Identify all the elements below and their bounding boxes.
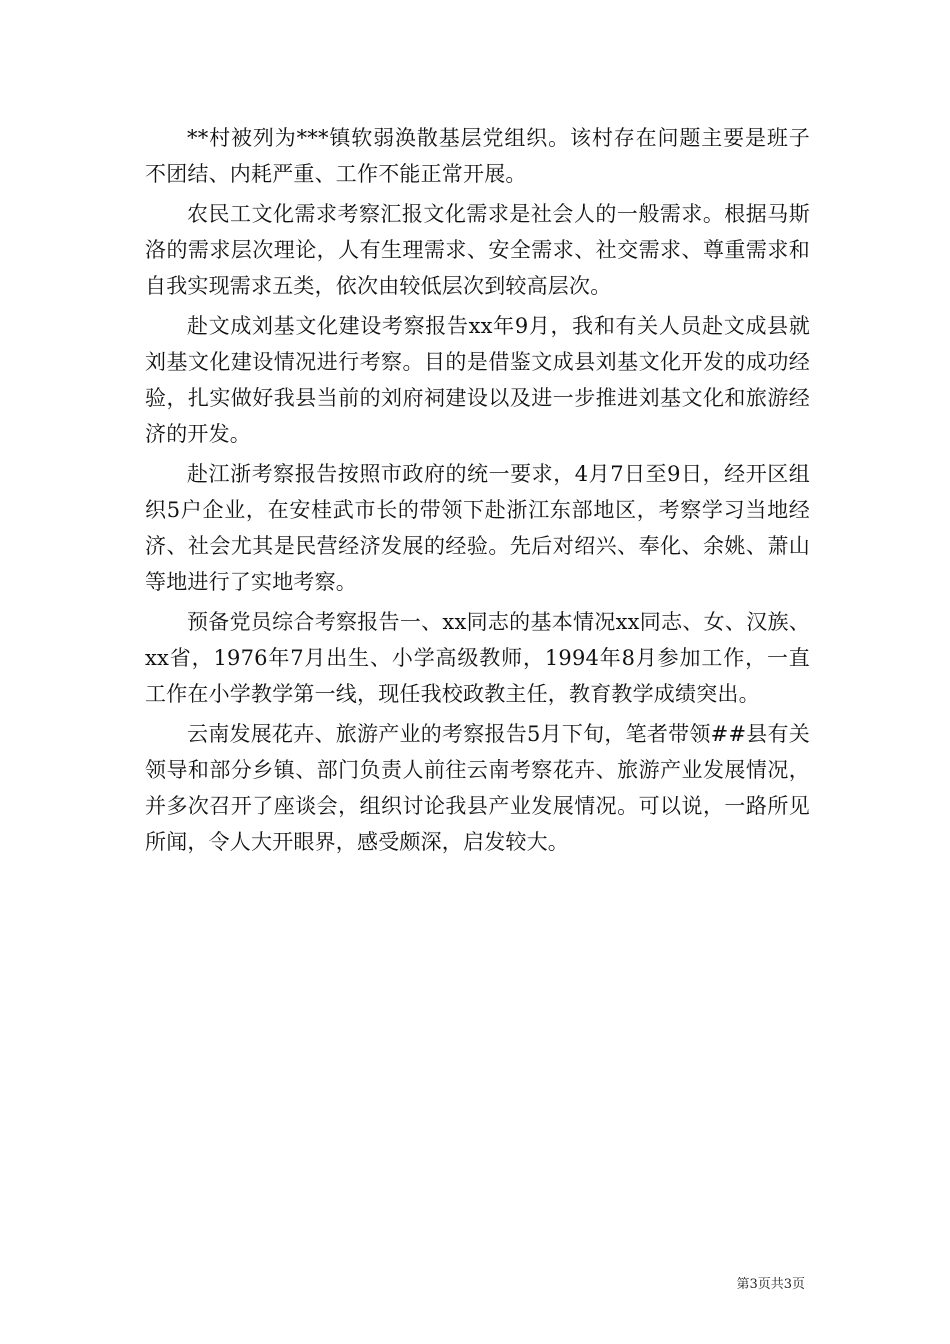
paragraph-4: 赴江浙考察报告按照市政府的统一要求，4月7日至9日，经开区组织5户企业，在安桂武市长的带领下赴浙江东部地区，考察学习当地经济、社会尤其是民营经济发展的经验。先后对绍兴、奉化、余姚、萧山等地进行了实地考察。 <box>145 462 810 594</box>
paragraph-1: **村被列为***镇软弱涣散基层党组织。该村存在问题主要是班子不团结、内耗严重、工作不能正常开展。 <box>145 126 810 186</box>
paragraph-2: 农民工文化需求考察汇报文化需求是社会人的一般需求。根据马斯洛的需求层次理论，人有生理需求、安全需求、社交需求、尊重需求和自我实现需求五类，依次由较低层次到较高层次。 <box>145 202 810 298</box>
page-number-footer: 第3页共3页 <box>736 1277 805 1292</box>
paragraph-3: 赴文成刘基文化建设考察报告xx年9月，我和有关人员赴文成县就刘基文化建设情况进行考察。目的是借鉴文成县刘基文化开发的成功经验，扎实做好我县当前的刘府祠建设以及进一步推进刘基文化和旅游经济的开发。 <box>145 314 810 446</box>
paragraph-6: 云南发展花卉、旅游产业的考察报告5月下旬，笔者带领##县有关领导和部分乡镇、部门负责人前往云南考察花卉、旅游产业发展情况，并多次召开了座谈会，组织讨论我县产业发展情况。可以说，一路所见所闻，令人大开眼界，感受颇深，启发较大。 <box>145 722 810 854</box>
document-body <box>145 120 810 864</box>
paragraph-5: 预备党员综合考察报告一、xx同志的基本情况xx同志、女、汉族、xx省，1976年7月出生、小学高级教师，1994年8月参加工作，一直工作在小学教学第一线，现任我校政教主任，教育教学成绩突出。 <box>145 610 810 706</box>
